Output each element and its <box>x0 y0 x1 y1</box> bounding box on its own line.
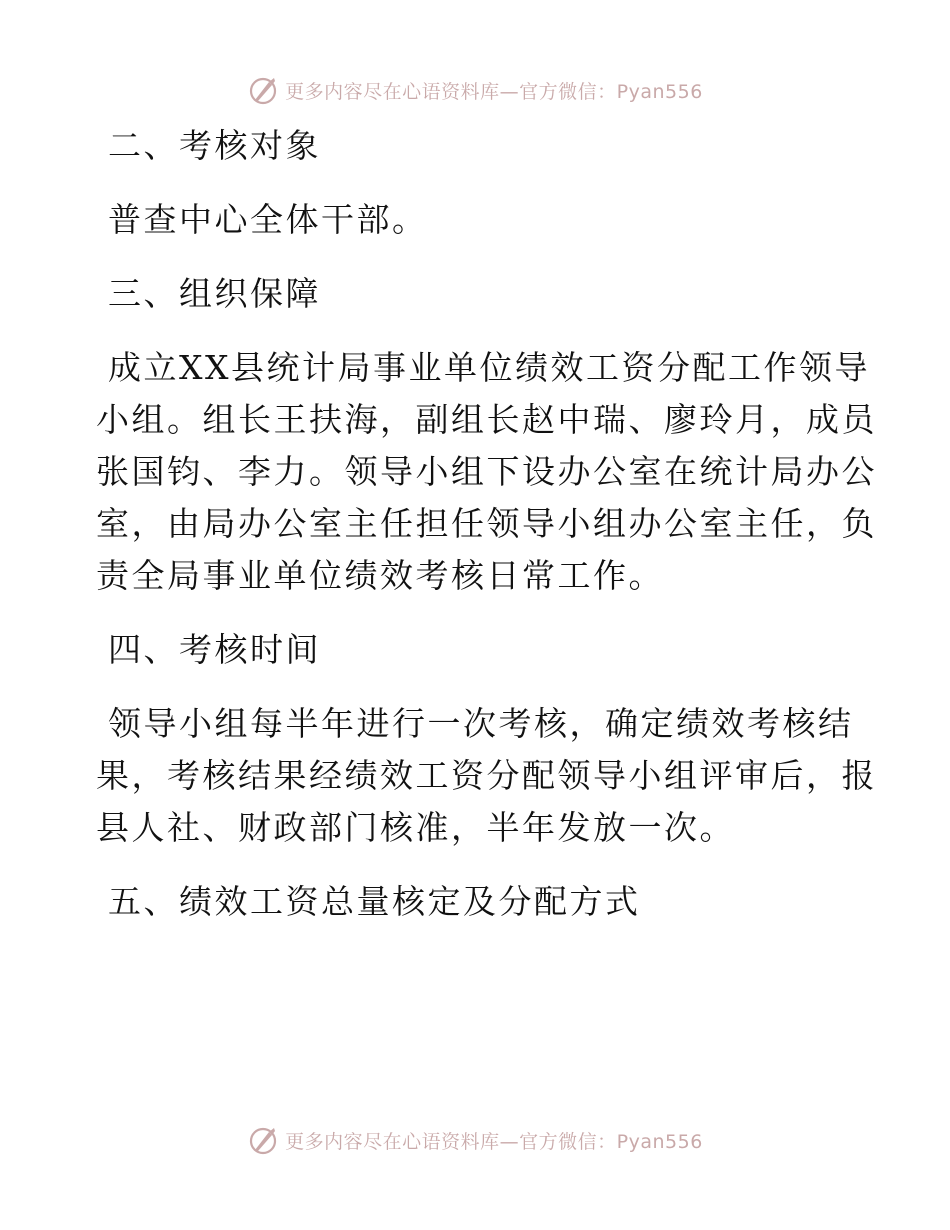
paragraph-4 <box>96 698 877 854</box>
paragraph-line: 县人社、财政部门核准，半年发放一次。 <box>96 808 735 847</box>
section-heading-4: 四、考核时间 <box>108 630 321 669</box>
watermark-text: 更多内容尽在心语资料库—官方微信：Pyan556 <box>285 80 703 103</box>
quill-pen-circle-icon <box>247 1124 279 1156</box>
watermark-text: 更多内容尽在心语资料库—官方微信：Pyan556 <box>285 1130 703 1153</box>
paragraph-line: 室，由局办公室主任担任领导小组办公室主任，负 <box>96 504 877 543</box>
document-body <box>96 120 877 950</box>
section-heading-3: 三、组织保障 <box>108 274 321 313</box>
paragraph-line: 小组。组长王扶海，副组长赵中瑞、廖玲月，成员 <box>96 400 877 439</box>
section-heading-2: 二、考核对象 <box>108 126 321 165</box>
watermark-top <box>0 70 950 110</box>
paragraph-line: 果，考核结果经绩效工资分配领导小组评审后，报 <box>96 756 877 795</box>
quill-pen-circle-icon <box>247 74 279 106</box>
paragraph-line: 领导小组每半年进行一次考核，确定绩效考核结 <box>108 704 854 743</box>
paragraph-2 <box>96 194 856 246</box>
watermark-bottom <box>0 1120 950 1160</box>
paragraph-line: 张国钧、李力。领导小组下设办公室在统计局办公 <box>96 452 877 491</box>
section-heading-5: 五、绩效工资总量核定及分配方式 <box>108 882 641 921</box>
paragraph-line: 成立XX县统计局事业单位绩效工资分配工作领导 <box>108 348 870 387</box>
paragraph-line: 普查中心全体干部。 <box>108 200 428 239</box>
paragraph-3 <box>96 342 877 602</box>
paragraph-line: 责全局事业单位绩效考核日常工作。 <box>96 556 664 595</box>
